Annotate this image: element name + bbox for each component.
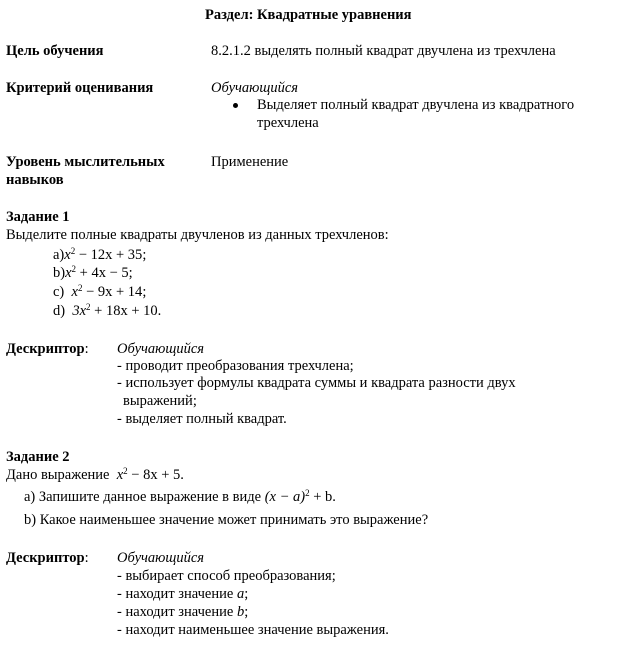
criterion-label: Критерий оценивания — [6, 80, 154, 96]
descriptor1-line4: - выделяет полный квадрат. — [117, 411, 287, 427]
descriptor1-line1: - проводит преобразования трехчлена; — [117, 358, 354, 374]
descriptor2-line3: - находит значение b; — [117, 604, 249, 620]
objective-label: Цель обучения — [6, 43, 104, 59]
task1-item-d: d) $3x^2 + 18x + 10$. — [53, 302, 162, 319]
descriptor2-subject: Обучающийся — [117, 550, 205, 566]
task2-title: Задание 2 — [6, 449, 70, 465]
task2-given: Дано выражение $x^2 - 8x + 5$. — [6, 466, 184, 483]
task1-title: Задание 1 — [6, 209, 70, 225]
task1-item-b: $b)x^2 + 4x - 5$; — [53, 264, 133, 281]
descriptor1-line3: выражений; — [123, 393, 197, 409]
descriptor2-line2: - находит значение a; — [117, 586, 249, 602]
objective-value: 8.2.1.2 выделять полный квадрат двучлена из трехчлена — [211, 43, 556, 59]
descriptor1-label: Дескриптор: — [6, 341, 89, 357]
descriptor2-label: Дескриптор: — [6, 550, 89, 566]
descriptor2-line1: - выбирает способ преобразования; — [117, 568, 336, 584]
task2-part-b: b) Какое наименьшее значение может принимать это выражение? — [24, 512, 429, 528]
bullet-icon — [233, 103, 238, 108]
task1-item-c: c) $x^2 - 9x + 14$; — [53, 283, 147, 300]
section-title: Раздел: Квадратные уравнения — [205, 7, 412, 23]
thinking-level-value: Применение — [211, 154, 289, 170]
descriptor2-line4: - находит наименьшее значение выражения. — [117, 622, 389, 638]
descriptor1-line2: - использует формулы квадрата суммы и квадрата разности двух — [117, 375, 516, 391]
criterion-bullet-line1: Выделяет полный квадрат двучлена из квадратного — [257, 97, 575, 113]
task2-part-a: a) Запишите данное выражение в виде $(x - a)^2 + b$. — [24, 488, 336, 505]
criterion-subject: Обучающийся — [211, 80, 299, 96]
descriptor1-subject: Обучающийся — [117, 341, 205, 357]
thinking-level-label-line1: Уровень мыслительных — [6, 154, 165, 170]
task1-item-a: $a)x^2 - 12x + 35$; — [53, 246, 147, 263]
thinking-level-label-line2: навыков — [6, 172, 64, 188]
criterion-bullet-line2: трехчлена — [257, 115, 319, 131]
task1-instruction: Выделите полные квадраты двучленов из данных трехчленов: — [6, 227, 389, 243]
